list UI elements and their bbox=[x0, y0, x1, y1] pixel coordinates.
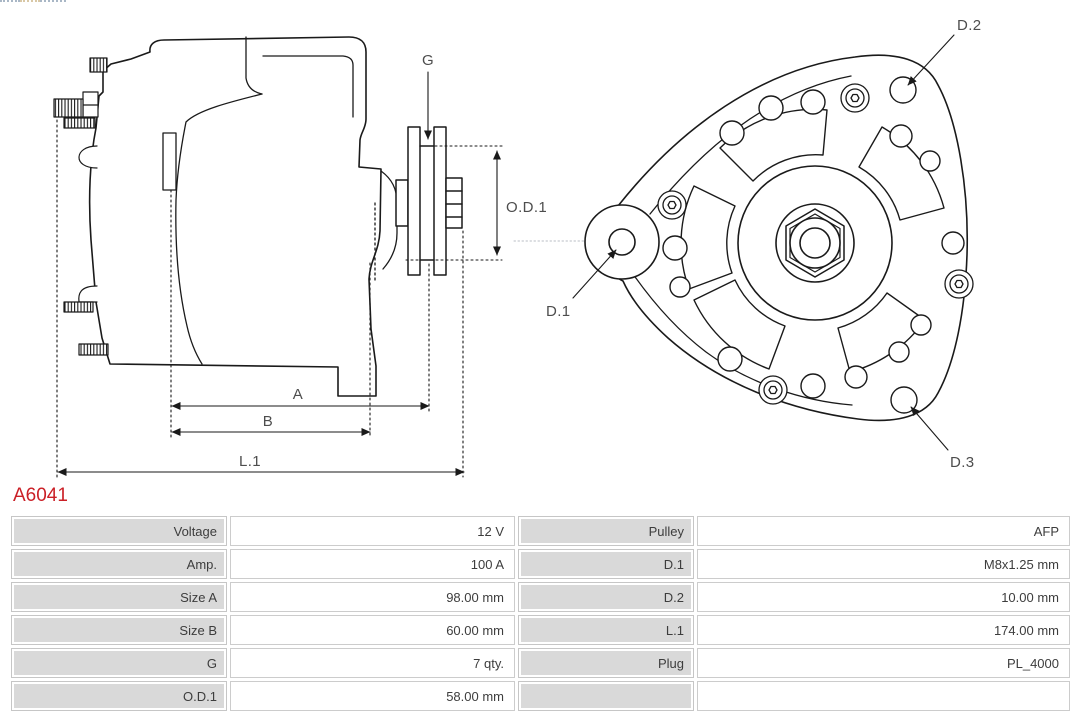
spec-value: 7 qty. bbox=[230, 648, 515, 678]
spec-value: 10.00 mm bbox=[697, 582, 1070, 612]
dim-label-l1: L.1 bbox=[238, 453, 262, 470]
vent-hole bbox=[759, 96, 783, 120]
alternator-rear-view bbox=[546, 17, 982, 471]
dim-label-d2: D.2 bbox=[957, 17, 982, 34]
threaded-stud bbox=[64, 118, 95, 128]
pulley-flange bbox=[434, 127, 446, 275]
spec-value: M8x1.25 mm bbox=[697, 549, 1070, 579]
spec-value: 12 V bbox=[230, 516, 515, 546]
spec-table bbox=[11, 516, 1070, 711]
vent-hole bbox=[920, 151, 940, 171]
spec-label: Voltage bbox=[11, 516, 227, 546]
vent-hole bbox=[845, 366, 867, 388]
vent-slot bbox=[681, 186, 735, 289]
pulley-flange bbox=[408, 127, 420, 275]
shaft-step bbox=[396, 180, 408, 226]
shaft-end bbox=[800, 228, 830, 258]
threaded-stud bbox=[64, 302, 93, 312]
artifact-dash bbox=[40, 0, 66, 2]
spec-label: L.1 bbox=[518, 615, 694, 645]
spec-value: 100 A bbox=[230, 549, 515, 579]
vent-hole bbox=[889, 342, 909, 362]
stator-edge bbox=[163, 133, 176, 190]
shaft-thread-tip bbox=[446, 178, 462, 228]
vent-hole bbox=[801, 374, 825, 398]
spec-value bbox=[697, 681, 1070, 711]
dim-label-d1: D.1 bbox=[546, 303, 571, 320]
vent-hole bbox=[718, 347, 742, 371]
bolt-socket bbox=[851, 95, 859, 102]
mounting-hole-d1 bbox=[609, 229, 635, 255]
spec-label: D.2 bbox=[518, 582, 694, 612]
threaded-stud bbox=[79, 344, 108, 355]
spec-value: PL_4000 bbox=[697, 648, 1070, 678]
rear-boss-contour bbox=[381, 171, 397, 269]
vent-hole bbox=[720, 121, 744, 145]
spec-label: Pulley bbox=[518, 516, 694, 546]
artifact-dash bbox=[20, 0, 40, 2]
mounting-ear bbox=[79, 146, 97, 168]
dim-label-g: G bbox=[421, 52, 435, 69]
part-number-link[interactable]: A6041 bbox=[13, 485, 68, 506]
spec-label: Plug bbox=[518, 648, 694, 678]
spec-label: Amp. bbox=[11, 549, 227, 579]
mounting-lug bbox=[79, 286, 97, 302]
dim-label-b: B bbox=[262, 413, 274, 430]
threaded-stud bbox=[90, 58, 107, 72]
through-bolt bbox=[841, 84, 869, 112]
side-body-outline bbox=[90, 37, 381, 396]
through-bolt bbox=[759, 376, 787, 404]
spec-value: 60.00 mm bbox=[230, 615, 515, 645]
bolt-socket bbox=[769, 387, 777, 394]
bolt-socket bbox=[668, 202, 676, 209]
spec-label: D.1 bbox=[518, 549, 694, 579]
spec-value: 58.00 mm bbox=[230, 681, 515, 711]
vent-hole bbox=[890, 125, 912, 147]
spec-label: G bbox=[11, 648, 227, 678]
spec-value: AFP bbox=[697, 516, 1070, 546]
through-bolt bbox=[945, 270, 973, 298]
spec-label: O.D.1 bbox=[11, 681, 227, 711]
vent-hole bbox=[801, 90, 825, 114]
dim-label-a: A bbox=[292, 386, 304, 403]
spec-value: 98.00 mm bbox=[230, 582, 515, 612]
through-bolt bbox=[658, 191, 686, 219]
dim-label-d3: D.3 bbox=[950, 454, 975, 471]
vent-hole bbox=[911, 315, 931, 335]
alternator-side-view bbox=[54, 37, 584, 477]
spec-label: Size A bbox=[11, 582, 227, 612]
page-edge-artifact bbox=[0, 0, 66, 3]
spec-label bbox=[518, 681, 694, 711]
artifact-dash bbox=[0, 0, 20, 2]
dim-label-od1: O.D.1 bbox=[506, 199, 548, 216]
vent-hole bbox=[670, 277, 690, 297]
spec-value: 174.00 mm bbox=[697, 615, 1070, 645]
spec-label: Size B bbox=[11, 615, 227, 645]
center-hub bbox=[738, 166, 892, 320]
pulley bbox=[396, 127, 462, 275]
vent-hole bbox=[663, 236, 687, 260]
threaded-stud bbox=[54, 99, 83, 117]
d3-leader-line bbox=[911, 407, 948, 450]
vent-hole bbox=[942, 232, 964, 254]
bolt-socket bbox=[955, 281, 963, 288]
